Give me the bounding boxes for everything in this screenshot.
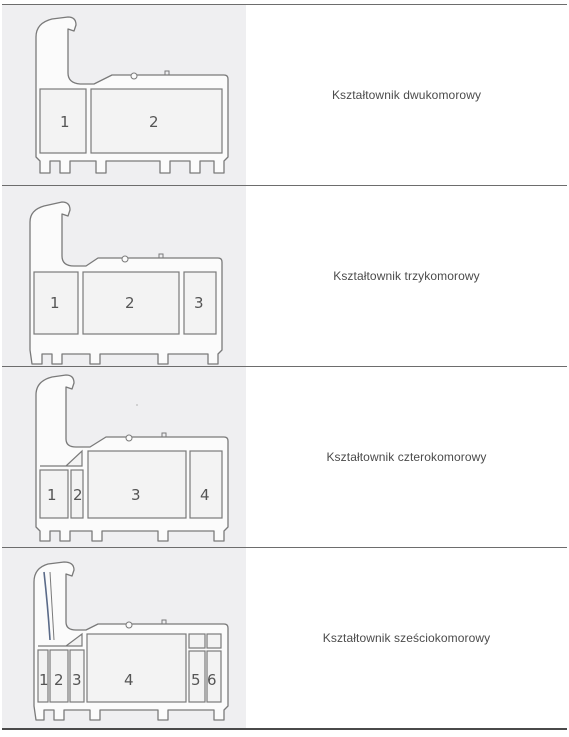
chamber-number: 1 [60,113,70,131]
profile-cross-section-image [2,186,246,366]
chamber-number: 3 [131,486,141,504]
profile-label: Kształtownik czterokomorowy [326,450,487,464]
chamber-number: 4 [200,486,210,504]
chamber-number: 5 [191,671,201,689]
chamber-number: 2 [54,671,64,689]
chamber-number: 6 [207,671,217,689]
chamber-number: 2 [149,113,159,131]
chamber-number: 4 [124,671,134,689]
table-row [2,186,567,367]
table-row [2,367,567,548]
profile-cross-section-image [2,367,246,547]
table-row [2,548,567,730]
chamber-number: 1 [39,671,49,689]
profile-label: Kształtownik sześciokomorowy [322,631,491,645]
chamber-number: 2 [125,294,135,312]
profile-label: Kształtownik dwukomorowy [331,88,482,102]
profile-label: Kształtownik trzykomorowy [333,269,480,283]
chamber-number: 3 [72,671,82,689]
profile-comparison-table [2,4,567,730]
chamber-number: 1 [50,294,60,312]
chamber-number: 3 [194,294,204,312]
table-row [2,5,567,186]
chamber-number: 2 [73,486,83,504]
profile-cross-section-image [2,5,246,185]
chamber-number: 1 [47,486,57,504]
profile-cross-section-image [2,548,246,728]
